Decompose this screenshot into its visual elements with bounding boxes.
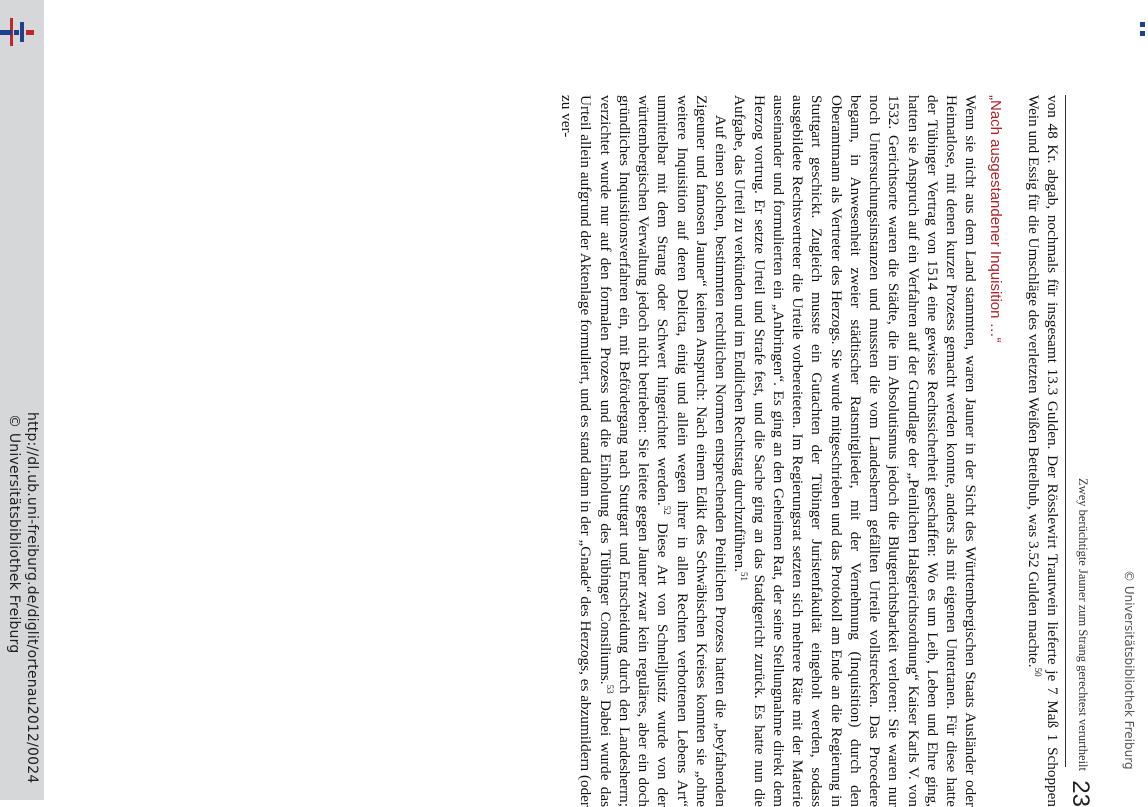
- body-text: [557, 95, 1062, 807]
- paragraph-2: Auf einen solchen, bestimmten rechtlichen Normen entsprechenden Peinlichen Prozess hatten die „beyfahenden Zigeuner und famosen Jauner“ keinen Anspruch: Nach einem Edikt des Schwäbischen Kreises konnten sie „ohne weitere Inquisition auf deren Delicta, einig und allein wegen ihrer in allen Rechten verbottenen Lebens Art“ unmittelbar mit dem Strang oder Schwert hingerichtet werden.$^{52}$ Diese Art von Schnelljustiz wurde von der württembergischen Verwaltung jedoch nicht betrieben: Sie leitete gegen Jauner zwar kein reguläres, aber ein doch gründliches Inquisitionsverfahren ein, mit Befördergang nach Stuttgart und Entscheidung durch den Landesherrn; verzichtet wurde nur auf den formalen Prozess und die Einholung des Tübinger Consiliums.$^{53}$ Dabei wurde das Urteil allein aufgrund der Aktenlage formuliert, und es stand dann in der „Gnade“ des Herzogs, es abzumildern (oder zu ver-: [558, 95, 730, 807]
- footnote-ref: 53: [604, 684, 615, 694]
- footnote-ref: 52: [662, 505, 673, 515]
- footnote-ref: 50: [1032, 667, 1043, 677]
- header-rule: [1065, 95, 1066, 767]
- library-mark-icon: [1138, 22, 1148, 38]
- paragraph-intro: von 48 Kr. abgab, nochmals für insgesamt 13.3 Gulden. Der Rösslewirt Trautwein lieferte je 7 Maß 1 Schoppen Wein und Essig für die Umschläge des verletzten Weißen Bettelbub, was 3.52 Gulden machte.$^{50}$: [1024, 95, 1061, 807]
- copyright-notice: © Universitätsbibliothek Freiburg: [6, 414, 22, 654]
- running-head: Zwey berüchtigte Jauner zum Strang gerechtest verurtheilt: [1076, 478, 1090, 771]
- page-header: [1056, 95, 1096, 807]
- section-heading: „Nach ausgestandener Inquisition …“: [987, 95, 1005, 343]
- paragraph-1: Wenn sie nicht aus dem Land stammten, waren Jauner in der Sicht des Württembergischen Staats Ausländer oder Heimatlose, mit denen kurzer Prozess gemacht werden konnte, anders als mit eigenen Untertanen. Für diese hatte der Tübinger Vertrag von 1514 eine gewisse Rechtssicherheit geschaffen: Wo es um Leib, Leben und Ehre ging, hatten sie Anspruch auf ein Verfahren auf der Grundlage der „Peinlichen Halsgerichtsordnung“ Kaiser Karls V. von 1532. Gerichtsorte waren die Städte, die im Absolutismus jedoch die Blutgerichtsbarkeit verloren: Sie waren nur noch Untersuchungsinstanzen und mussten die vom Landesherrn gefällten Urteile vollstrecken. Das Procedere begann, in Anwesenheit zweier städtischer Ratsmitglieder, mit der Vernehmung (Inquisition) durch den Oberamtmann als Vertreter des Herzogs. Sie wurde mitgeschrieben und das Protokoll am Ende an die Regierung in Stuttgart geschickt. Zugleich musste ein Gutachten der Tübinger Juristenfakultät eingeholt werden, sodass ausgebildete Rechtsvertreter die Urteile vorbereiteten. Im Regierungsrat setzten sich mehrere Räte mit der Materie auseinander und formulierten ein „Anbringen“. Es ging an den Geheimen Rat, der seine Stellungnahme direkt dem Herzog vortrug. Er setzte Urteil und Strafe fest, und die Sache ging an das Stadtgericht zurück. Es hatte nun die Aufgabe, das Urteil zu verkünden und im Endlichen Rechtstag durchzuführen.$^{51}$: [731, 95, 980, 807]
- footnote-ref: 51: [739, 572, 750, 581]
- source-url-link[interactable]: http://dl.ub.uni-freiburg.de/diglit/ortenau2012/0024: [24, 412, 40, 784]
- document-page: [96, 95, 1096, 807]
- right-edge-copyright-fragment: © Universitätsbibliothek Freiburg: [1122, 570, 1136, 770]
- page-number: 23: [1067, 780, 1094, 807]
- library-logo-icon: [0, 18, 40, 50]
